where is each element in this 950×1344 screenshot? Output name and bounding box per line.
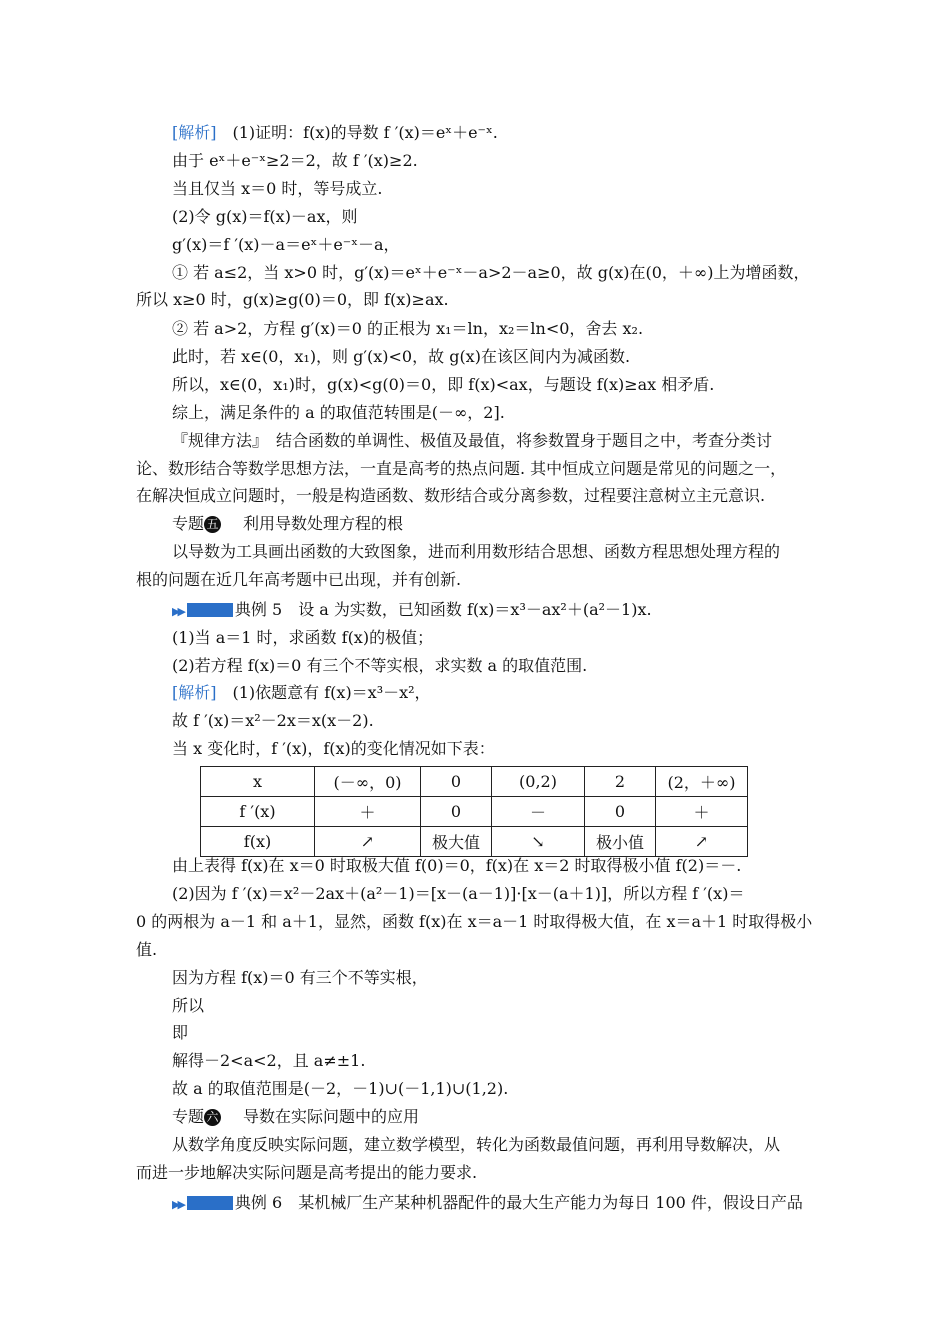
table-header-row [201,767,748,797]
text-line: 论、数形结合等数学思想方法，一直是高考的热点问题. 其中恒成立问题是常见的问题之一， [136,459,787,478]
text-line: 所以 x≥0 时，g(x)≥g(0)＝0，即 f(x)≥ax. [136,290,449,309]
text-line: 解得－2<a<2，且 a≠±1. [172,1051,366,1070]
table-cell: ＋ [656,797,748,827]
table-cell: ＋ [315,797,421,827]
table-header-cell: x [201,767,315,797]
table-cell: 极大值 [421,827,492,857]
text-line: 综上，满足条件的 a 的取值范转围是(－∞，2]. [172,403,505,422]
text-line: 而进一步地解决实际问题是高考提出的能力要求. [136,1163,478,1182]
text-line: 当 x 变化时，f ′(x)，f(x)的变化情况如下表： [172,739,495,758]
text-line: (2)因为 f ′(x)＝x²－2ax＋(a²－1)＝[x－(a－1)]·[x－(a＋1)]，所以方程 f ′(x)＝ [172,884,745,903]
example-heading-6: ▶▶ 典例 6 某机械厂生产某种机器配件的最大生产能力为每日 100 件，假设日产品 [172,1192,822,1216]
text-line: 从数学角度反映实际问题，建立数学模型，转化为函数最值问题，再利用导数解决，从 [172,1135,781,1154]
text-line: 以导数为工具画出函数的大致图象，进而利用数形结合思想、函数方程思想处理方程的 [172,542,781,561]
table-cell: ↗ [656,827,748,857]
text-line: 故 f ′(x)＝x²－2x＝x(x－2). [172,711,374,730]
solution-line-1: [解析] (1)证明：f(x)的导数 f ′(x)＝eˣ＋e⁻ˣ. [172,123,498,142]
table-header-cell: (2，＋∞) [656,767,748,797]
solution-label: [解析] [172,683,217,702]
text-line: ② 若 a>2，方程 g′(x)＝0 的正根为 x₁＝ln，x₂＝ln<0，舍去 x₂. [172,319,644,338]
table-row [201,827,748,857]
text-line: (2)令 g(x)＝f(x)－ax，则 [172,207,358,226]
text-line: ① 若 a≤2，当 x>0 时，g′(x)＝eˣ＋e⁻ˣ－a>2－a≥0，故 g(x)在(0，＋∞)上为增函数， [172,263,810,282]
text-line: 根的问题在近几年高考题中已出现，并有创新. [136,570,462,589]
solution-label: [解析] [172,123,217,142]
topic-number-badge: 六 [204,1109,221,1126]
table-cell: ↘ [492,827,585,857]
topic-heading-5: 专题 五 利用导数处理方程的根 [172,514,404,533]
text-line: g′(x)＝f ′(x)－a＝eˣ＋e⁻ˣ－a， [172,235,400,254]
variation-table [200,766,748,857]
text-line: 因为方程 f(x)＝0 有三个不等实根， [172,968,428,987]
topic-heading-6: 专题 六 导数在实际问题中的应用 [172,1107,420,1126]
text-line: 值. [136,940,158,959]
table-cell: ↗ [315,827,421,857]
table-cell: f ′(x) [201,797,315,827]
method-paragraph: 『规律方法』 结合函数的单调性、极值及最值，将参数置身于题目之中，考查分类讨 [172,431,773,450]
text-line: 所以，x∈(0，x₁)时，g(x)<g(0)＝0，即 f(x)<ax，与题设 f(x)≥ax 相矛盾. [172,375,715,394]
example-marker-icon: ▶▶ [172,601,233,623]
text-line: 即 [172,1023,189,1042]
text-line: 在解决恒成立问题时，一般是构造函数、数形结合或分离参数，过程要注意树立主元意识. [136,486,766,505]
text-line: (1)当 a＝1 时，求函数 f(x)的极值； [172,628,434,647]
example-heading-5: ▶▶ 典例 5 设 a 为实数，已知函数 f(x)＝x³－ax²＋(a²－1)x. [172,599,822,623]
text-line: 由上表得 f(x)在 x＝0 时取极大值 f(0)＝0，f(x)在 x＝2 时取得极小值 f(2)＝－. [172,856,742,875]
table-header-cell: 2 [585,767,656,797]
table-cell: 0 [585,797,656,827]
text-line: 由于 eˣ＋e⁻ˣ≥2＝2，故 f ′(x)≥2. [172,151,418,170]
table-row [201,797,748,827]
table-cell: f(x) [201,827,315,857]
topic-number-badge: 五 [204,516,221,533]
table-header-cell: 0 [421,767,492,797]
table-cell: 极小值 [585,827,656,857]
text-line: 此时，若 x∈(0，x₁)，则 g′(x)<0，故 g(x)在该区间内为减函数. [172,347,631,366]
table-header-cell: (－∞，0) [315,767,421,797]
solution-line-2: [解析] (1)依题意有 f(x)＝x³－x²， [172,683,431,702]
example-marker-icon: ▶▶ [172,1194,233,1216]
text-line: 所以 [172,996,205,1015]
table-cell: 0 [421,797,492,827]
text-line: 当且仅当 x＝0 时，等号成立. [172,179,383,198]
text-line: (2)若方程 f(x)＝0 有三个不等实根，求实数 a 的取值范围. [172,656,588,675]
table-header-cell: (0,2) [492,767,585,797]
text-line: 故 a 的取值范围是(－2，－1)∪(－1,1)∪(1,2). [172,1079,509,1098]
table-cell: － [492,797,585,827]
text-line: 0 的两根为 a－1 和 a＋1，显然，函数 f(x)在 x＝a－1 时取得极大值，在 x＝a＋1 时取得极小 [136,912,813,931]
